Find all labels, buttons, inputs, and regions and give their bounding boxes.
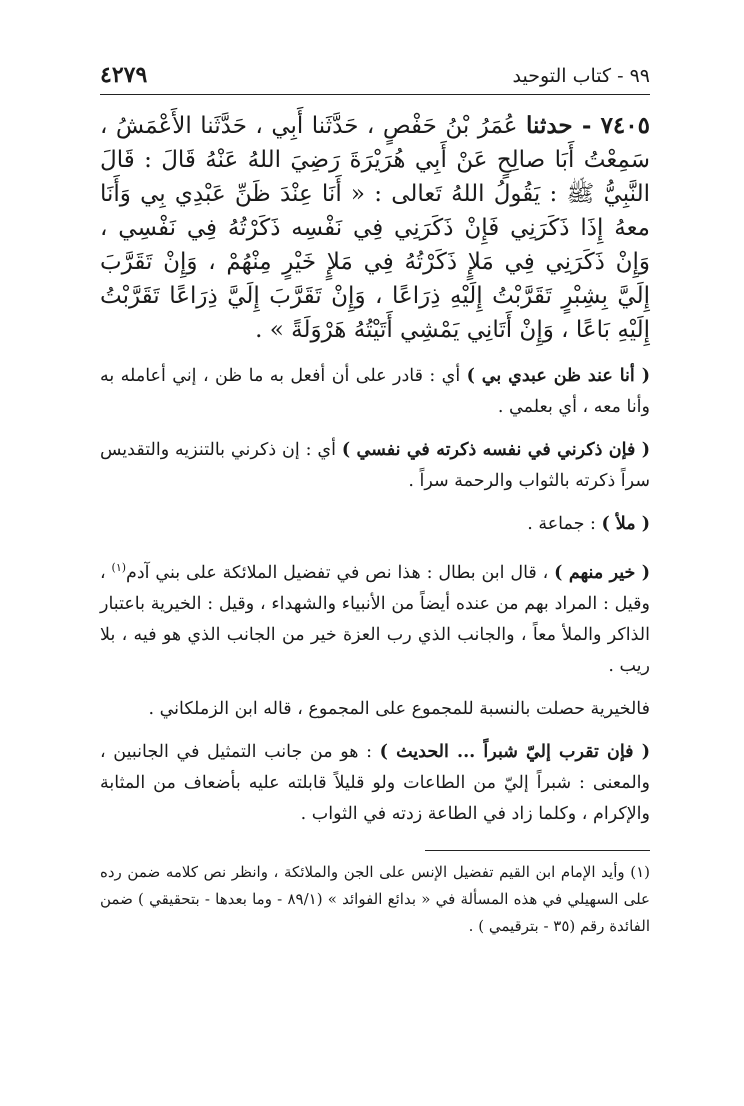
- commentary-paragraph: [100, 509, 650, 540]
- commentary-paragraph: [100, 737, 650, 830]
- commentary-text: ، وقيل : المراد بهم من عنده أيضاً من الأنبياء والشهداء ، وقيل : الخيرية باعتبار الذاكر والملأ معاً ، والجانب الذي رب العزة خير من الجانب الذي هو فيه ، بلا ريب .: [100, 562, 650, 676]
- hadith-text: [100, 109, 650, 347]
- chapter-title: ٩٩ - كتاب التوحيد: [512, 65, 650, 87]
- commentary-paragraph: [100, 435, 650, 497]
- commentary-paragraph: [100, 361, 650, 423]
- page-number: ٤٢٧٩: [100, 62, 148, 88]
- running-header: [100, 62, 650, 95]
- footnote-marker[interactable]: (١): [111, 561, 127, 574]
- commentary-text: ، قال ابن بطال : هذا نص في تفضيل الملائكة على بني آدم: [126, 562, 555, 583]
- footnote-text: (١) وأيد الإمام ابن القيم تفضيل الإنس على الجن والملائكة ، وانظر نص كلامه ضمن رده على السهيلي في هذه المسألة في « بدائع الفوائد » (٨٩/١ - وما بعدها - بتحقيقي ) ضمن الفائدة رقم (٣٥ - بترقيمي ) .: [100, 862, 650, 935]
- commentary-text: : هو من جانب التمثيل في الجانبين ، والمعنى : شبراً إليّ من الطاعات ولو قليلاً قابلته عليه بأضعاف من المثابة والإكرام ، وكلما زاد في الطاعة زدته في الثواب .: [100, 741, 650, 824]
- footnote-separator: [425, 850, 650, 851]
- commentary-text: : جماعة .: [527, 514, 602, 534]
- commentary-text: فالخيرية حصلت بالنسبة للمجموع على المجموع ، قاله ابن الزملكاني .: [148, 698, 650, 719]
- commentary-text: أي : إن ذكرني بالتنزيه والتقديس سراً ذكرته بالثواب والرحمة سراً .: [100, 440, 650, 491]
- hadith-number: ٧٤٠٥ - حدثنا: [526, 112, 650, 139]
- commentary-lemma: ( ملأ ): [601, 514, 650, 534]
- commentary-text: أي : قادر على أن أفعل به ما ظن ، إني أعامله به وأنا معه ، أي بعلمي .: [100, 366, 650, 417]
- commentary-paragraph: [100, 552, 650, 682]
- hadith-body: عُمَرُ بْنُ حَفْصٍ ، حَدَّثَنا أَبِي ، حَدَّثَنا الأَعْمَشُ ، سَمِعْتُ أَبَا صالِحٍ عَنْ أَبِي هُرَيْرَةَ رَضِيَ اللهُ عَنْهُ قَالَ : قَالَ النَّبِيُّ ﷺ : يَقُولُ اللهُ تَعالى : « أَنَا عِنْدَ ظَنِّ عَبْدِي بِي وَأَنَا معهُ إِذَا ذَكَرَنِي فَإِنْ ذَكَرَنِي فِي نَفْسِه ذَكَرْتُهُ فِي نَفْسِي ، وَإِنْ ذَكَرَنِي فِي مَلإٍ ذَكَرْتُهُ فِي مَلإٍ خَيْرٍ مِنْهُمْ ، وَإِنْ تَقَرَّبَ إِلَيَّ بِشِبْرٍ تَقَرَّبْتُ إِلَيْهِ ذِرَاعًا ، وَإِنْ تَقَرَّبَ إِلَيَّ ذِرَاعًا تَقَرَّبْتُ إِلَيْهِ بَاعًا ، وَإِنْ أَتَانِي يَمْشِي أَتَيْتُهُ هَرْوَلَةً » .: [100, 113, 650, 343]
- commentary-paragraph: [100, 694, 650, 725]
- commentary-lemma: ( فإن ذكرني في نفسه ذكرته في نفسي ): [341, 440, 650, 460]
- commentary-lemma: ( أنا عند ظن عبدي بي ): [466, 366, 650, 386]
- commentary: [100, 361, 650, 830]
- commentary-lemma: ( خير منهم ): [554, 562, 650, 583]
- commentary-lemma: ( فإن تقرب إليّ شبراً ... الحديث ): [379, 741, 650, 762]
- footnotes: [100, 859, 650, 940]
